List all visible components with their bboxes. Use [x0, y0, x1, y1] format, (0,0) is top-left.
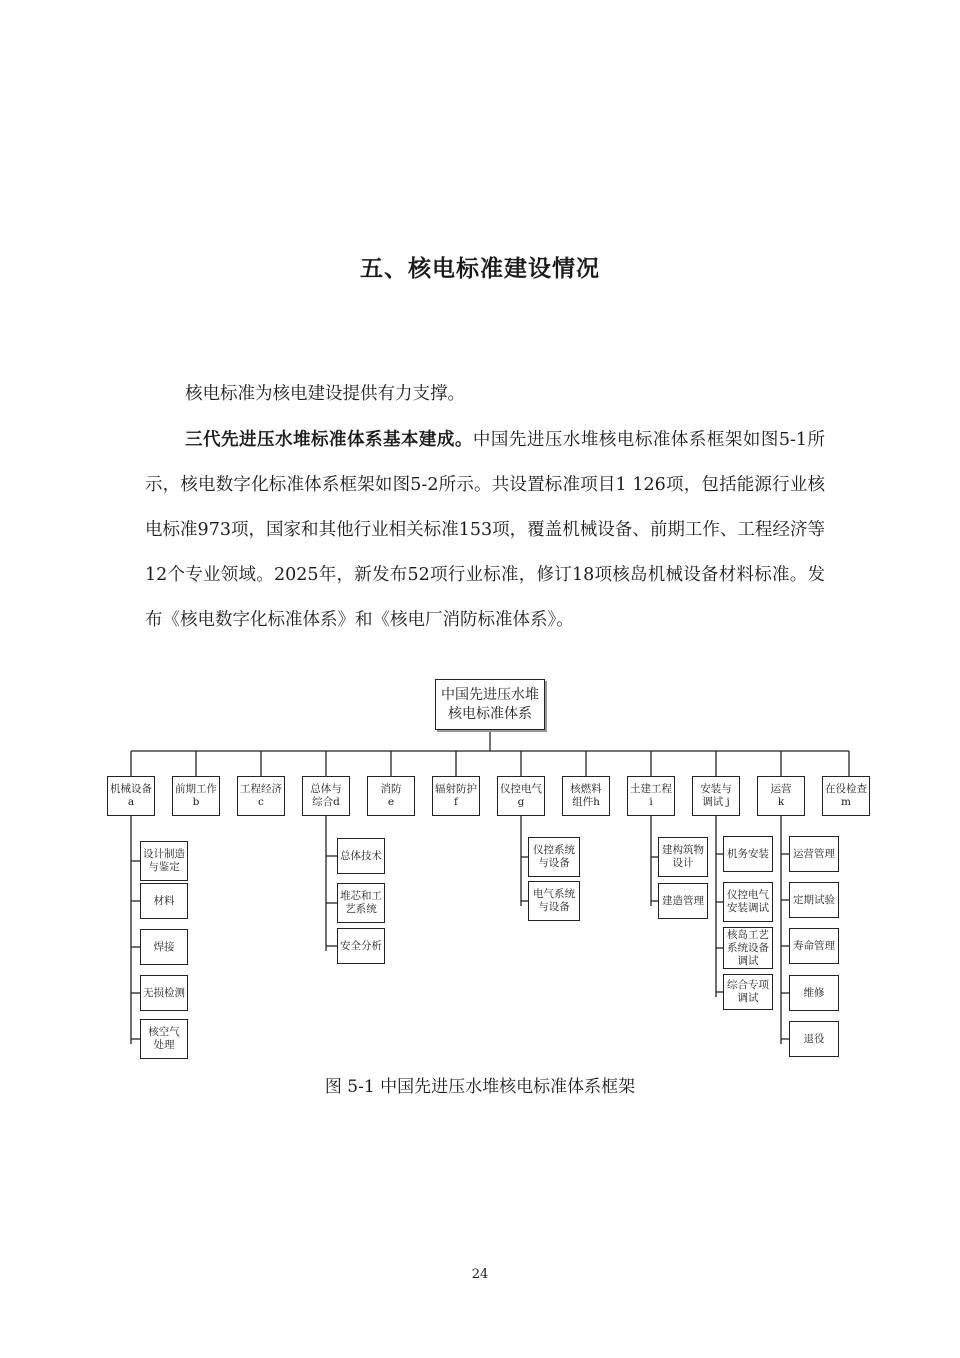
category-node-mechanical: 机械设备 a — [107, 776, 155, 816]
sub-node-structure-design: 建构筑物 设计 — [658, 837, 708, 877]
sub-node-core-process: 堆芯和工 艺系统 — [337, 883, 385, 923]
figure-caption: 图 5-1 中国先进压水堆核电标准体系框架 — [324, 1077, 636, 1097]
section-title: 五、核电标准建设情况 — [360, 256, 600, 282]
sub-node-special-commissioning: 综合专项 调试 — [723, 974, 773, 1010]
sub-node-air-treatment: 核空气 处理 — [140, 1019, 188, 1059]
sub-node-periodic-test: 定期试验 — [789, 882, 839, 918]
page-number: 24 — [471, 1267, 489, 1282]
sub-node-decommissioning: 退役 — [789, 1021, 839, 1057]
body-paragraph — [145, 418, 825, 643]
sub-node-ni-commissioning: 核岛工艺 系统设备 调试 — [723, 927, 773, 969]
category-node-inservice: 在役检查 m — [822, 776, 870, 816]
category-node-installation: 安装与 调试 j — [692, 776, 740, 816]
sub-node-welding: 焊接 — [140, 929, 188, 965]
sub-node-design-manufacture: 设计制造 与鉴定 — [140, 841, 188, 881]
sub-node-electrical-systems: 电气系统 与设备 — [528, 881, 580, 921]
sub-node-safety-analysis: 安全分析 — [337, 928, 385, 964]
category-node-operation: 运营 k — [757, 776, 805, 816]
sub-node-maintenance: 维修 — [789, 975, 839, 1011]
intro-paragraph: 核电标准为核电建设提供有力支撑。 — [185, 384, 465, 404]
category-node-ic-electrical: 仪控电气 g — [497, 776, 545, 816]
root-node: 中国先进压水堆 核电标准体系 — [435, 679, 545, 730]
sub-node-construction-mgmt: 建造管理 — [658, 883, 708, 919]
standards-framework-diagram — [100, 676, 880, 1066]
sub-node-ndt: 无损检测 — [140, 975, 188, 1011]
category-node-civil: 土建工程 i — [627, 776, 675, 816]
category-node-preliminary: 前期工作 b — [172, 776, 220, 816]
category-node-general: 总体与 综合d — [302, 776, 350, 816]
sub-node-mechanical-install: 机务安装 — [723, 836, 773, 872]
paragraph-body: 中国先进压水堆核电标准体系框架如图5-1所示，核电数字化标准体系框架如图5-2所示。共设置标准项目1 126项，包括能源行业核电标准973项，国家和其他行业相关标准153项，覆盖机械设备、前期工作、工程经济等12个专业领域。2025年，新发布52项行业标准，修订18项核岛机械设备材料标准。发布《核电数字化标准体系》和《核电厂消防标准体系》。 — [145, 430, 826, 630]
sub-node-materials: 材料 — [140, 883, 188, 919]
paragraph-lead: 三代先进压水堆标准体系基本建成。 — [185, 430, 473, 450]
sub-node-operation-mgmt: 运营管理 — [789, 836, 839, 872]
sub-node-life-mgmt: 寿命管理 — [789, 928, 839, 964]
category-node-fuel: 核燃料 组件h — [562, 776, 610, 816]
category-node-fire: 消防 e — [367, 776, 415, 816]
category-node-economics: 工程经济 c — [237, 776, 285, 816]
sub-node-ic-systems: 仪控系统 与设备 — [528, 837, 580, 877]
sub-node-general-tech: 总体技术 — [337, 838, 385, 874]
sub-node-ic-install: 仪控电气 安装调试 — [723, 882, 773, 922]
category-node-radiation: 辐射防护 f — [432, 776, 480, 816]
